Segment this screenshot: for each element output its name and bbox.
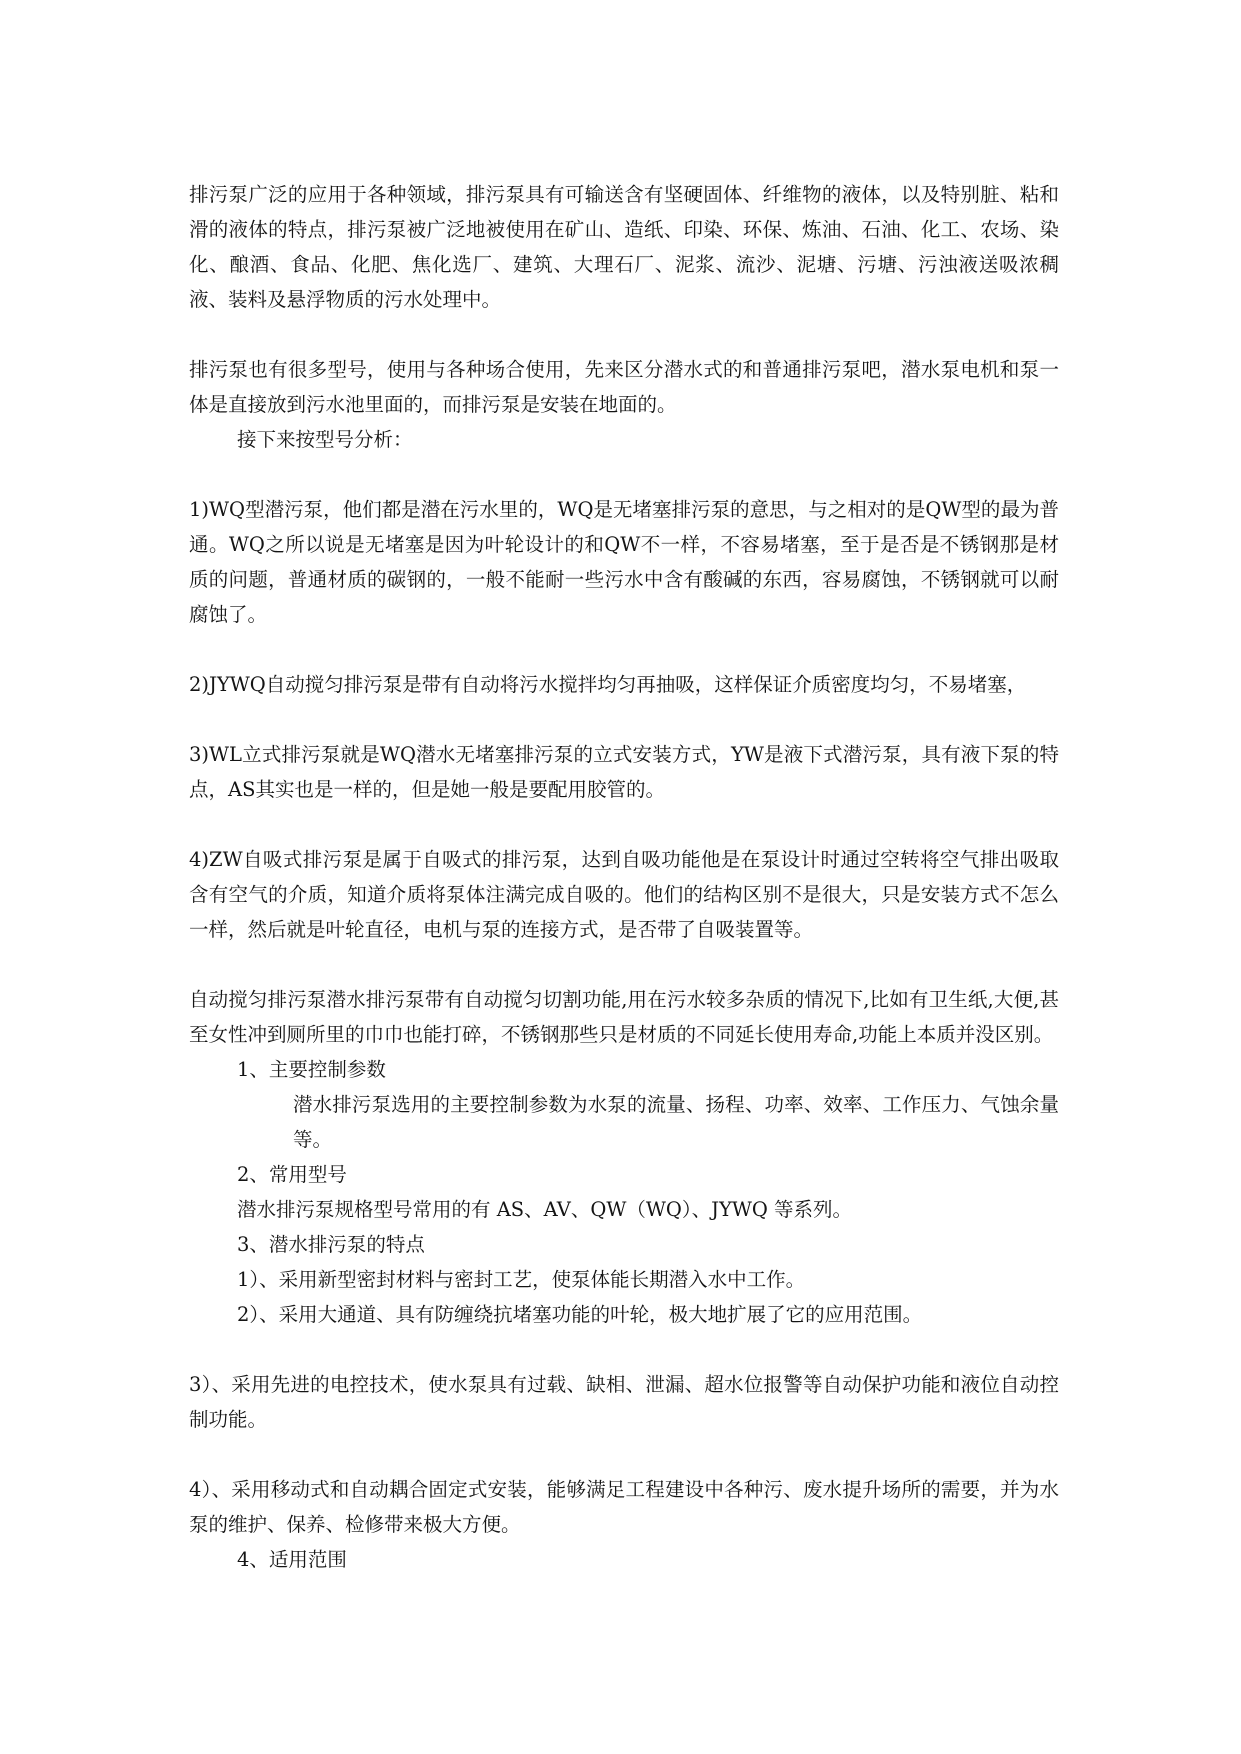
- control-params-paragraph: 潜水排污泵选用的主要控制参数为水泵的流量、扬程、功率、效率、工作压力、气蚀余量等。: [293, 1093, 1059, 1151]
- feature-item-4: 4）、采用移动式和自动耦合固定式安装，能够满足工程建设中各种污、废水提升场所的需要，并为水泵的维护、保养、检修带来极大方便。: [189, 1478, 1059, 1536]
- model-wl-paragraph: 3)WL立式排污泵就是WQ潜水无堵塞排污泵的立式安装方式，YW是液下式潜污泵，具有液下泵的特点，AS其实也是一样的，但是她一般是要配用胶管的。: [189, 743, 1059, 801]
- model-wq-paragraph: 1)WQ型潜污泵，他们都是潜在污水里的，WQ是无堵塞排污泵的意思，与之相对的是QW型的最为普通。WQ之所以说是无堵塞是因为叶轮设计的和QW不一样，不容易堵塞，至于是否是不锈钢那是材质的问题，普通材质的碳钢的，一般不能耐一些污水中含有酸碱的东西，容易腐蚀，不锈钢就可以耐腐蚀了。: [189, 498, 1059, 626]
- models-analysis-lead: 接下来按型号分析：: [237, 428, 413, 451]
- feature-item-1: 1）、采用新型密封材料与密封工艺，使泵体能长期潜入水中工作。: [237, 1268, 806, 1291]
- document-body: [189, 177, 1059, 1577]
- model-zw-paragraph: 4)ZW自吸式排污泵是属于自吸式的排污泵，达到自吸功能他是在泵设计时通过空转将空气排出吸取含有空气的介质，知道介质将泵体注满完成自吸的。他们的结构区别不是很大，只是安装方式不怎么一样，然后就是叶轮直径，电机与泵的连接方式，是否带了自吸装置等。: [189, 848, 1059, 941]
- feature-item-3: 3）、采用先进的电控技术，使水泵具有过载、缺相、泄漏、超水位报警等自动保护功能和液位自动控制功能。: [189, 1373, 1059, 1431]
- models-overview-paragraph: 排污泵也有很多型号，使用与各种场合使用，先来区分潜水式的和普通排污泵吧，潜水泵电机和泵一体是直接放到污水池里面的，而排污泵是安装在地面的。: [189, 358, 1059, 416]
- stirring-pump-paragraph: 自动搅匀排污泵潜水排污泵带有自动搅匀切割功能,用在污水较多杂质的情况下,比如有卫生纸,大便,甚至女性冲到厕所里的巾巾也能打碎，不锈钢那些只是材质的不同延长使用寿命,功能上本质并没区别。: [189, 988, 1059, 1046]
- model-jywq-paragraph: 2)JYWQ自动搅匀排污泵是带有自动将污水搅拌均匀再抽吸，这样保证介质密度均匀，不易堵塞，: [189, 673, 1027, 696]
- section-heading-scope: 4、适用范围: [237, 1548, 347, 1571]
- section-heading-features: 3、潜水排污泵的特点: [237, 1233, 425, 1256]
- feature-item-2: 2）、采用大通道、具有防缠绕抗堵塞功能的叶轮，极大地扩展了它的应用范围。: [237, 1303, 923, 1326]
- intro-paragraph: 排污泵广泛的应用于各种领域，排污泵具有可输送含有坚硬固体、纤维物的液体，以及特别脏、粘和滑的液体的特点，排污泵被广泛地被使用在矿山、造纸、印染、环保、炼油、石油、化工、农场、染化、酿酒、食品、化肥、焦化选厂、建筑、大理石厂、泥浆、流沙、泥塘、污塘、污浊液送吸浓稠液、装料及悬浮物质的污水处理中。: [189, 183, 1059, 311]
- common-models-paragraph: 潜水排污泵规格型号常用的有 AS、AV、QW（WQ）、JYWQ 等系列。: [237, 1198, 853, 1221]
- section-heading-common-models: 2、常用型号: [237, 1163, 347, 1186]
- section-heading-control-params: 1、主要控制参数: [237, 1058, 386, 1081]
